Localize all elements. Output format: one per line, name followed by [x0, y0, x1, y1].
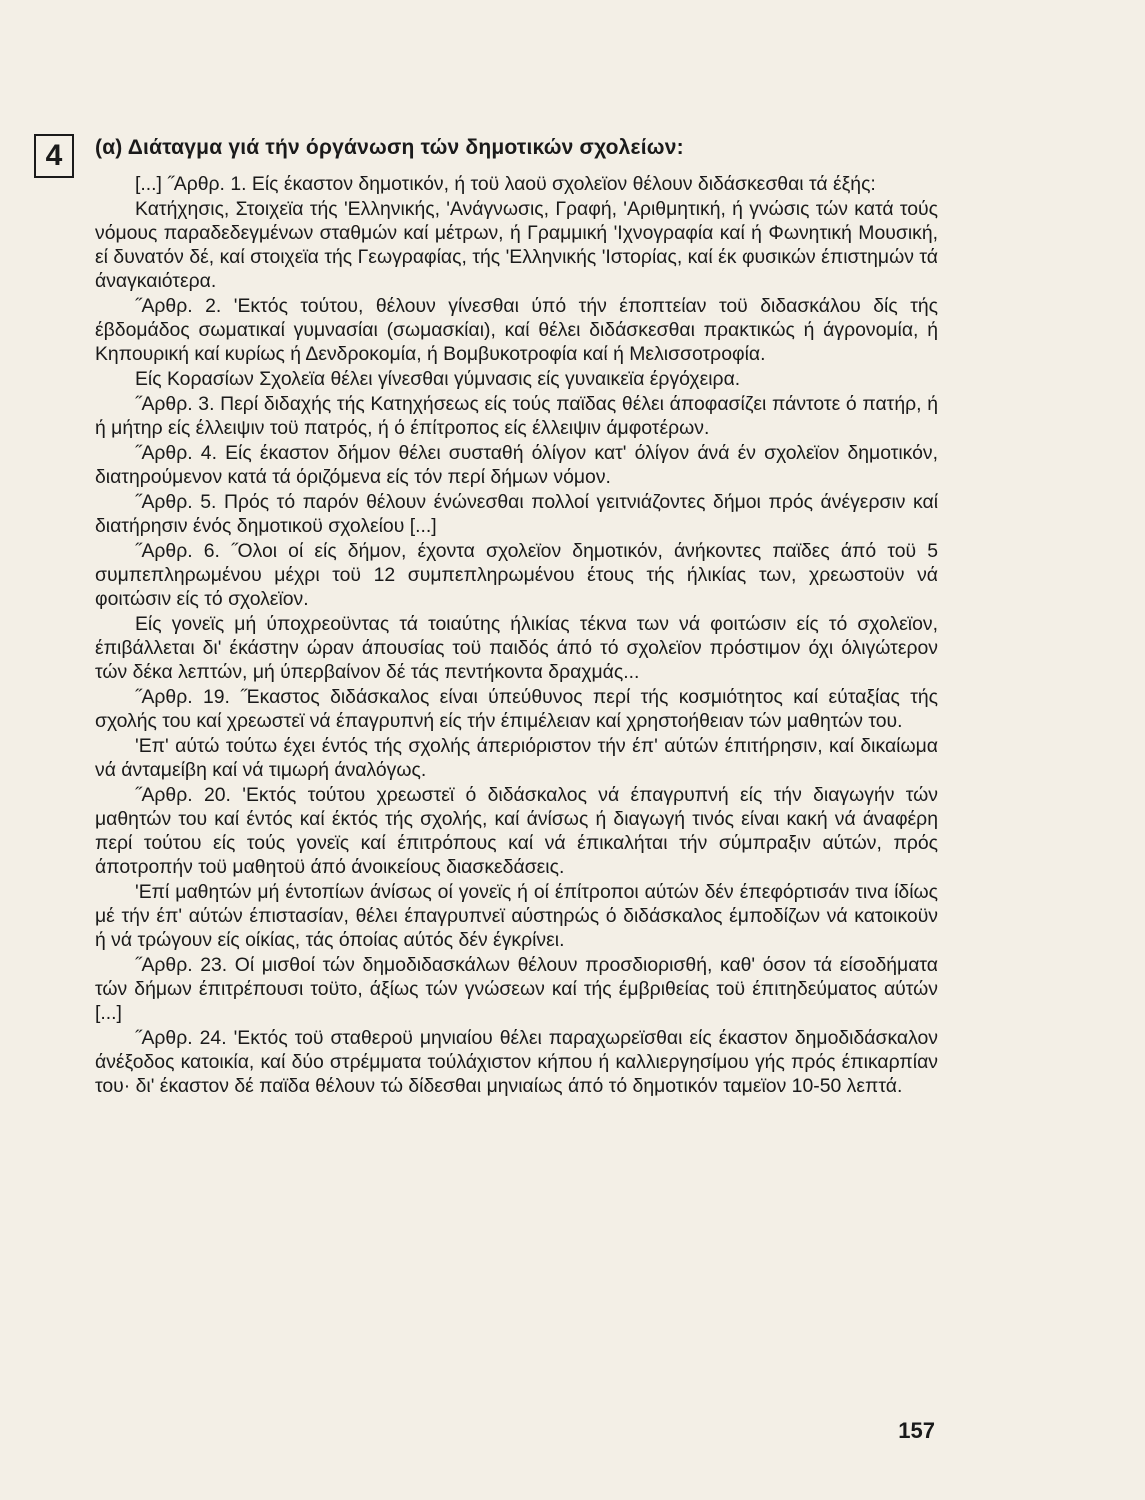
paragraph: 'Επί μαθητών μή έντοπίων άνίσως οί γονεϊς ή οί έπίτροποι αύτών δέν έπεφόρτισάν τινα ίδίως μέ τήν έπ' αύτών έπιστασίαν, θέλει έπαγρυπνεϊ αύστηρώς ό διδάσκαλος έμποδίζων νά κατοικοϋν ή νά τρώγουν είς οίκίας, τάς όποίας αύτός δέν έγκρίνει.	[95, 881, 938, 951]
document-body	[95, 172, 938, 1099]
paragraph: Είς Κορασίων Σχολεϊα θέλει γίνεσθαι γύμνασις είς γυναικεϊα έργόχειρα.	[135, 368, 741, 390]
paragraph: ˝Αρθρ. 20. 'Εκτός τούτου χρεωστεϊ ό διδάσκαλος νά έπαγρυπνή είς τήν διαγωγήν τών μαθητών του καί έντός καί έκτός τής σχολής, καί άνίσως ή διαγωγή τινός είναι κακή νά άναφέρη περί τούτου είς τούς γονεϊς καί έπιτρόπους καί νά έπικαλήται τήν σύμπραξιν αύτών, πρός άποτροπήν τοϋ μαθητοϋ άπό άνοικείους διασκεδάσεις.	[95, 784, 938, 878]
paragraph: ˝Αρθρ. 24. 'Εκτός τοϋ σταθεροϋ μηνιαίου θέλει παραχωρεϊσθαι είς έκαστον δημοδιδάσκαλον άνέξοδος κατοικία, καί δύο στρέμματα τούλάχιστον κήπου ή καλλιεργησίμου γής πρός έπικαρπίαν του· δι' έκαστον δέ παϊδα θέλουν τώ δίδεσθαι μηνιαίως άπό τό δημοτικόν ταμεϊον 10-50 λεπτά.	[95, 1027, 938, 1097]
paragraph: Κατήχησις, Στοιχεϊα τής 'Ελληνικής, 'Ανάγνωσις, Γραφή, 'Αριθμητική, ή γνώσις τών κατά τούς νόμους παραδεδεγμένων σταθμών καί μέτρων, ή Γραμμική 'Ιχνογραφία καί ή Φωνητική Μουσική, εί δυνατόν δέ, καί στοιχεϊα τής Γεωγραφίας, τής 'Ελληνικής 'Ιστορίας, καί έκ φυσικών έπιστημών τά άναγκαιότερα.	[95, 198, 938, 292]
paragraph: 'Επ' αύτώ τούτω έχει έντός τής σχολής άπεριόριστον τήν έπ' αύτών έπιτήρησιν, καί δικαίωμα νά άνταμείβη καί νά τιμωρή άναλόγως.	[95, 735, 938, 781]
paragraph: ˝Αρθρ. 19. ˝Εκαστος διδάσκαλος είναι ύπεύθυνος περί τής κοσμιότητος καί εύταξίας τής σχολής του καί χρεωστεϊ νά έπαγρυπνή είς τήν έπιμέλειαν καί χρηστοήθειαν τών μαθητών του.	[95, 686, 938, 732]
paragraph: ˝Αρθρ. 5. Πρός τό παρόν θέλουν ένώνεσθαι πολλοί γειτνιάζοντες δήμοι πρός άνέγερσιν καί διατήρησιν ένός δημοτικοϋ σχολείου [...]	[95, 491, 938, 537]
source-number: 4	[45, 139, 63, 172]
paragraph: Είς γονεϊς μή ύποχρεοϋντας τά τοιαύτης ήλικίας τέκνα των νά φοιτώσιν είς τό σχολεϊον, έπιβάλλεται δι' έκάστην ώραν άπουσίας τοϋ παιδός άπό τό σχολεϊον πρόστιμον όχι όλιγώτερον τών δέκα λεπτών, μή ύπερβαίνον δέ τάς πεντήκοντα δραχμάς...	[95, 613, 938, 683]
document-heading: (α) Διάταγμα γιά τήν όργάνωση τών δημοτικών σχολείων:	[95, 136, 684, 159]
page-number: 157	[898, 1418, 935, 1443]
paragraph: ˝Αρθρ. 2. 'Εκτός τούτου, θέλουν γίνεσθαι ύπό τήν έποπτείαν τοϋ διδασκάλου δίς τής έβδομάδος σωματικαί γυμνασίαι (σωμασκίαι), καί θέλει διδάσκεσθαι πρακτικώς ή άγρονομία, ή Κηπουρική καί κυρίως ή Δενδροκομία, ή Βομβυκοτροφία καί ή Μελισσοτροφία.	[95, 295, 938, 365]
paragraph: [...] ˝Αρθρ. 1. Είς έκαστον δημοτικόν, ή τοϋ λαοϋ σχολεϊον θέλουν διδάσκεσθαι τά έξής:	[135, 173, 876, 195]
paragraph: ˝Αρθρ. 6. ˝Ολοι οί είς δήμον, έχοντα σχολεϊον δημοτικόν, άνήκοντες παϊδες άπό τοϋ 5 συμπεπληρωμένου μέχρι τοϋ 12 συμπεπληρωμένου έτους τής ήλικίας των, χρεωστοϋν νά φοιτώσιν είς τό σχολεϊον.	[95, 540, 938, 610]
paragraph: ˝Αρθρ. 3. Περί διδαχής τής Κατηχήσεως είς τούς παϊδας θέλει άποφασίζει πάντοτε ό πατήρ, ή ή μήτηρ είς έλλειψιν τοϋ πατρός, ή ό έπίτροπος είς έλλειψιν άμφοτέρων.	[95, 393, 938, 439]
paragraph: ˝Αρθρ. 4. Είς έκαστον δήμον θέλει συσταθή όλίγον κατ' όλίγον άνά έν σχολεϊον δημοτικόν, διατηρούμενον κατά τά όριζόμενα είς τόν περί δήμων νόμον.	[95, 442, 938, 488]
source-number-box	[34, 134, 74, 178]
paragraph: ˝Αρθρ. 23. Οί μισθοί τών δημοδιδασκάλων θέλουν προσδιορισθή, καθ' όσον τά είσοδήματα τών δήμων έπιτρέπουσι τοϋτο, άξίως τών γνώσεων καί τής έμβριθείας τοϋ έπιτηδεύματος αύτών [...]	[95, 954, 938, 1024]
